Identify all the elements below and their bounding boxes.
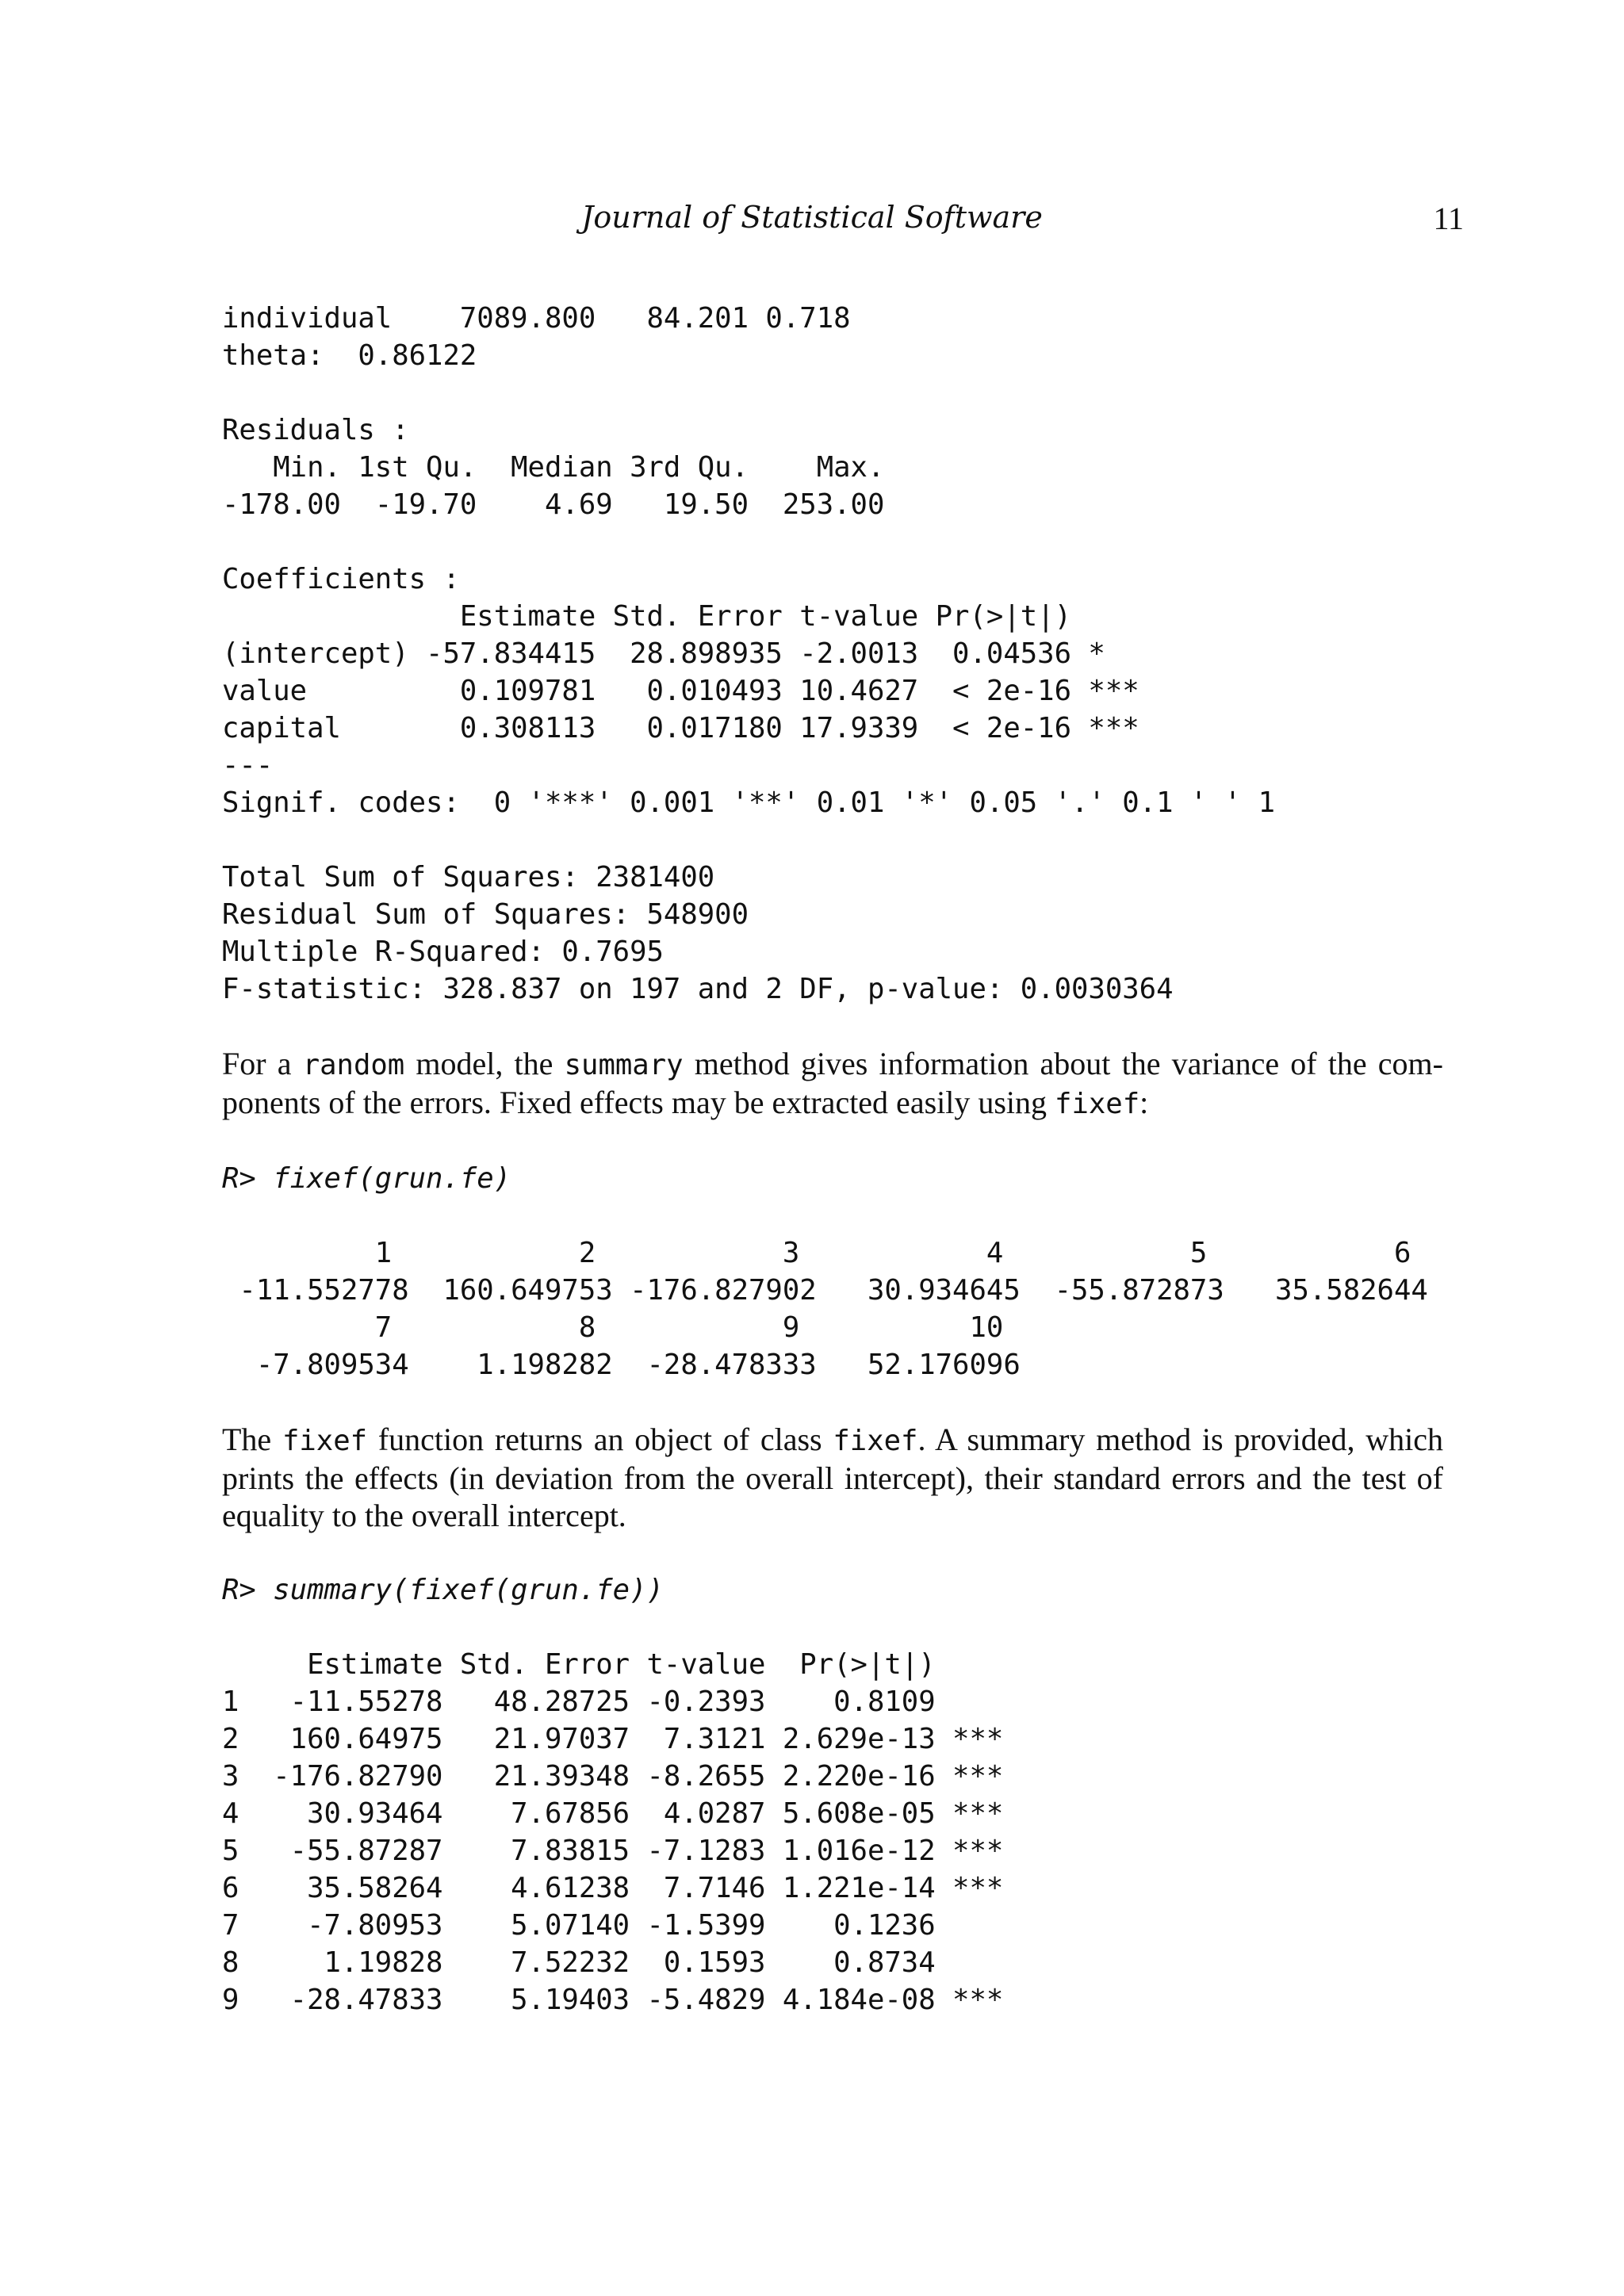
output-line: -178.00 -19.70 4.69 19.50 253.00	[222, 488, 885, 521]
inline-code: fixef	[1055, 1088, 1140, 1120]
output-line: 6 35.58264 4.61238 7.7146 1.221e-14 ***	[222, 1872, 1004, 1904]
output-line: -7.809534 1.198282 -28.478333 52.176096	[222, 1349, 1021, 1381]
output-line: Multiple R-Squared: 0.7695	[222, 936, 664, 968]
text-run: The	[222, 1422, 282, 1457]
output-line: Signif. codes: 0 '***' 0.001 '**' 0.01 '*' 0.05 '.' 0.1 ' ' 1	[222, 786, 1276, 819]
text-run: method gives information about the variance of the com-ponents of the errors. Fixed effects may be extracted easily using	[222, 1046, 1443, 1120]
output-line: 4 30.93464 7.67856 4.0287 5.608e-05 ***	[222, 1797, 1004, 1830]
output-line: individual 7089.800 84.201 0.718	[222, 302, 851, 335]
output-line: Residuals :	[222, 414, 409, 446]
inline-code: summary	[564, 1049, 684, 1081]
output-line: Estimate Std. Error t-value Pr(>|t|)	[222, 1648, 936, 1681]
output-line: value 0.109781 0.010493 10.4627 < 2e-16 ***	[222, 675, 1139, 707]
r-command-summary-fixef: R> summary(fixef(grun.fe))	[222, 1574, 664, 1606]
inline-code: random	[302, 1049, 405, 1081]
output-line: 1 2 3 4 5 6	[222, 1237, 1411, 1269]
paragraph-fixef-function	[222, 1421, 1443, 1534]
output-line: (intercept) -57.834415 28.898935 -2.0013 0.04536 *	[222, 637, 1105, 670]
output-line: F-statistic: 328.837 on 197 and 2 DF, p-value: 0.0030364	[222, 973, 1174, 1005]
inline-code: fixef	[282, 1425, 368, 1457]
text-run: model, the	[404, 1046, 565, 1081]
text-run: function returns an object of class	[367, 1422, 833, 1457]
output-line: 7 8 9 10	[222, 1311, 1004, 1344]
output-line: Residual Sum of Squares: 548900	[222, 898, 749, 931]
output-line: 8 1.19828 7.52232 0.1593 0.8734	[222, 1946, 936, 1979]
journal-title: Journal of Statistical Software	[581, 200, 1043, 235]
output-line: 1 -11.55278 48.28725 -0.2393 0.8109	[222, 1686, 936, 1718]
output-line: 5 -55.87287 7.83815 -7.1283 1.016e-12 ***	[222, 1835, 1004, 1867]
summary-fixef-output	[222, 1646, 1443, 2019]
output-line: ---	[222, 749, 274, 782]
r-command-fixef: R> fixef(grun.fe)	[222, 1162, 511, 1195]
output-line: -11.552778 160.649753 -176.827902 30.934645 -55.872873 35.582644	[222, 1274, 1428, 1307]
text-run: :	[1139, 1085, 1149, 1120]
output-line: 3 -176.82790 21.39348 -8.2655 2.220e-16 ***	[222, 1760, 1004, 1793]
page-number: 11	[1433, 201, 1464, 236]
running-header	[0, 200, 1624, 239]
output-line: Min. 1st Qu. Median 3rd Qu. Max.	[222, 451, 885, 484]
output-line: 2 160.64975 21.97037 7.3121 2.629e-13 ***	[222, 1723, 1004, 1755]
random-model-summary-output	[222, 300, 1443, 1008]
output-line: Total Sum of Squares: 2381400	[222, 861, 715, 894]
text-run: For a	[222, 1046, 303, 1081]
output-line: 7 -7.80953 5.07140 -1.5399 0.1236	[222, 1909, 936, 1942]
output-line: capital 0.308113 0.017180 17.9339 < 2e-16 ***	[222, 712, 1139, 744]
output-line: 9 -28.47833 5.19403 -5.4829 4.184e-08 ***	[222, 1984, 1004, 2016]
page-body	[222, 300, 1443, 2019]
fixef-output	[222, 1234, 1443, 1383]
output-line: Coefficients :	[222, 563, 460, 595]
paragraph-random-model	[222, 1045, 1443, 1123]
text-run: . A summary method is provided, which prints the effects (in deviation from the overall intercept), their standard errors and the test of equality to the overall intercept.	[222, 1422, 1443, 1533]
output-line: Estimate Std. Error t-value Pr(>|t|)	[222, 600, 1071, 633]
output-line: theta: 0.86122	[222, 339, 477, 372]
inline-code: fixef	[833, 1425, 918, 1457]
